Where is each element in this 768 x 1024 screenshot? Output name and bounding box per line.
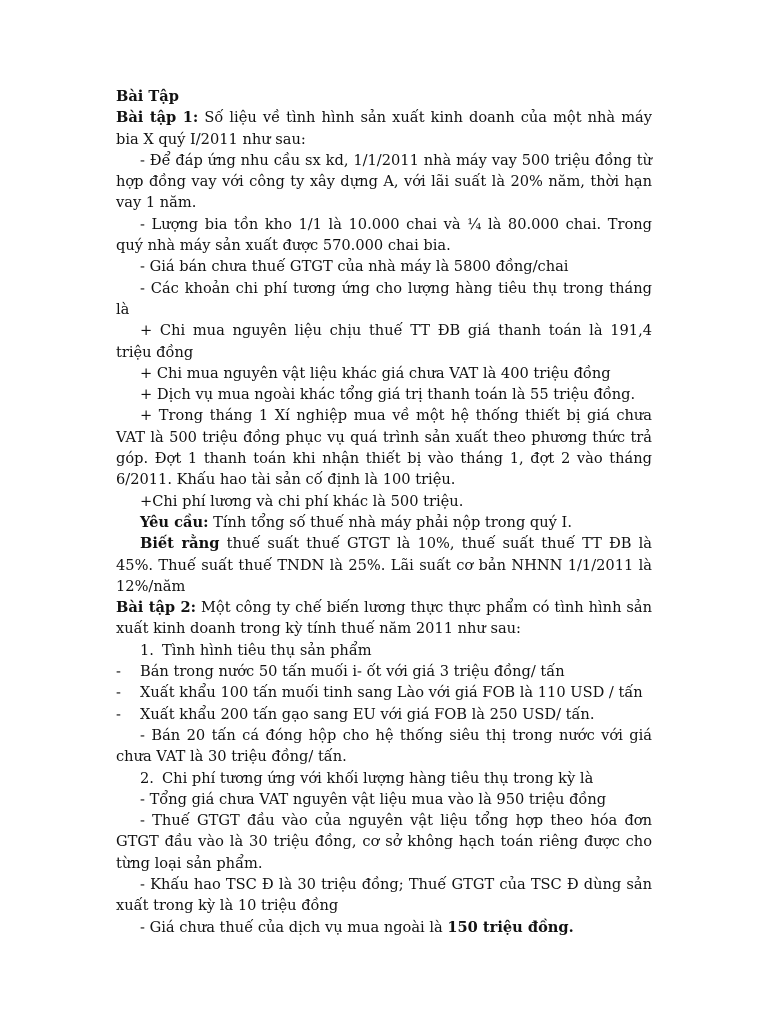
ex2-cost-materials: - Tổng giá chưa VAT nguyên vật liệu mua vào là 950 triệu đồng bbox=[140, 790, 607, 808]
exercise-2-intro: Bài tập 2: Một công ty chế biến lương thực thực phẩm có tình hình sản xuất kinh doanh trong kỳ tính thuế năm 2011 như sau: bbox=[116, 599, 652, 638]
ex1-requirement: Yêu cầu: Tính tổng số thuế nhà máy phải nộp trong quý I. bbox=[140, 513, 572, 531]
ex1-equipment: + Trong tháng 1 Xí nghiệp mua về một hệ thống thiết bị giá chưa VAT là 500 triệu đồng phục vụ quá trình sản xuất theo phương thức trả góp. Đợt 1 thanh toán khi nhận thiết bị vào tháng 1, đợt 2 vào tháng 6/2011. Khấu hao tài sản cố định là 100 triệu. bbox=[116, 407, 652, 489]
ex1-inventory: - Lượng bia tồn kho 1/1 là 10.000 chai và ¼ là 80.000 chai. Trong quý nhà máy sản xuất được 570.000 chai bia. bbox=[116, 215, 652, 255]
ex1-salary: +Chi phí lương và chi phí khác là 500 triệu. bbox=[140, 492, 464, 510]
ex2-export-salt: - Xuất khẩu 100 tấn muối tinh sang Lào với giá FOB là 110 USD / tấn bbox=[116, 684, 643, 702]
ex1-given: Biết rằng thuế suất thuế GTGT là 10%, thuế suất thuế TT ĐB là 45%. Thuế suất thuế TNDN là 25%. Lãi suất cơ bản NHNN 1/1/2011 là 12%/năm bbox=[116, 535, 652, 595]
given-label: Biết rằng bbox=[140, 535, 220, 553]
ex2-services-cost: - Giá chưa thuế của dịch vụ mua ngoài là 150 triệu đồng. bbox=[140, 918, 574, 936]
ex2-sale-domestic-salt: - Bán trong nước 50 tấn muối i- ốt với giá 3 triệu đồng/ tấn bbox=[116, 663, 565, 681]
ex2-input-vat: - Thuế GTGT đầu vào của nguyên vật liệu tổng hợp theo hóa đơn GTGT đầu vào là 30 triệu đồng, cơ sở không hạch toán riêng được cho từng loại sản phẩm. bbox=[116, 812, 652, 872]
requirement-label: Yêu cầu: bbox=[140, 513, 209, 531]
ex2-item-2: 2. Chi phí tương ứng với khối lượng hàng tiêu thụ trong kỳ là bbox=[140, 769, 594, 787]
document-title: Bài Tập bbox=[116, 88, 179, 105]
ex2-item-1: 1. Tình hình tiêu thụ sản phẩm bbox=[140, 641, 372, 659]
document-page bbox=[116, 86, 652, 938]
exercise-1-intro: Bài tập 1: Số liệu về tình hình sản xuất kinh doanh của một nhà máy bia X quý I/2011 như sau: bbox=[116, 109, 652, 148]
exercise-1-label: Bài tập 1: bbox=[116, 109, 199, 127]
ex1-price: - Giá bán chưa thuế GTGT của nhà máy là 5800 đồng/chai bbox=[140, 258, 569, 276]
ex1-costs-heading: - Các khoản chi phí tương ứng cho lượng hàng tiêu thụ trong tháng là bbox=[116, 279, 652, 318]
ex2-depreciation: - Khấu hao TSC Đ là 30 triệu đồng; Thuế GTGT của TSC Đ dùng sản xuất trong kỳ là 10 triệu đồng bbox=[116, 875, 652, 915]
ex1-loan: - Để đáp ứng nhu cầu sx kd, 1/1/2011 nhà máy vay 500 triệu đồng từ hợp đồng vay với công ty xây dựng A, với lãi suất là 20% năm, thời hạn vay 1 năm. bbox=[116, 151, 652, 212]
exercise-2-label: Bài tập 2: bbox=[116, 599, 197, 617]
ex2-export-rice: - Xuất khẩu 200 tấn gạo sang EU với giá FOB là 250 USD/ tấn. bbox=[116, 705, 595, 723]
ex1-cost-other-material: + Chi mua nguyên vật liệu khác giá chưa VAT là 400 triệu đồng bbox=[140, 364, 611, 382]
ex1-cost-services: + Dịch vụ mua ngoài khác tổng giá trị thanh toán là 55 triệu đồng. bbox=[140, 386, 636, 404]
ex2-sale-canned-fish: - Bán 20 tấn cá đóng hộp cho hệ thống siêu thị trong nước với giá chưa VAT là 30 triệu đồng/ tấn. bbox=[116, 726, 652, 766]
ex1-cost-special-material: + Chi mua nguyên liệu chịu thuế TT ĐB giá thanh toán là 191,4 triệu đồng bbox=[116, 322, 652, 361]
